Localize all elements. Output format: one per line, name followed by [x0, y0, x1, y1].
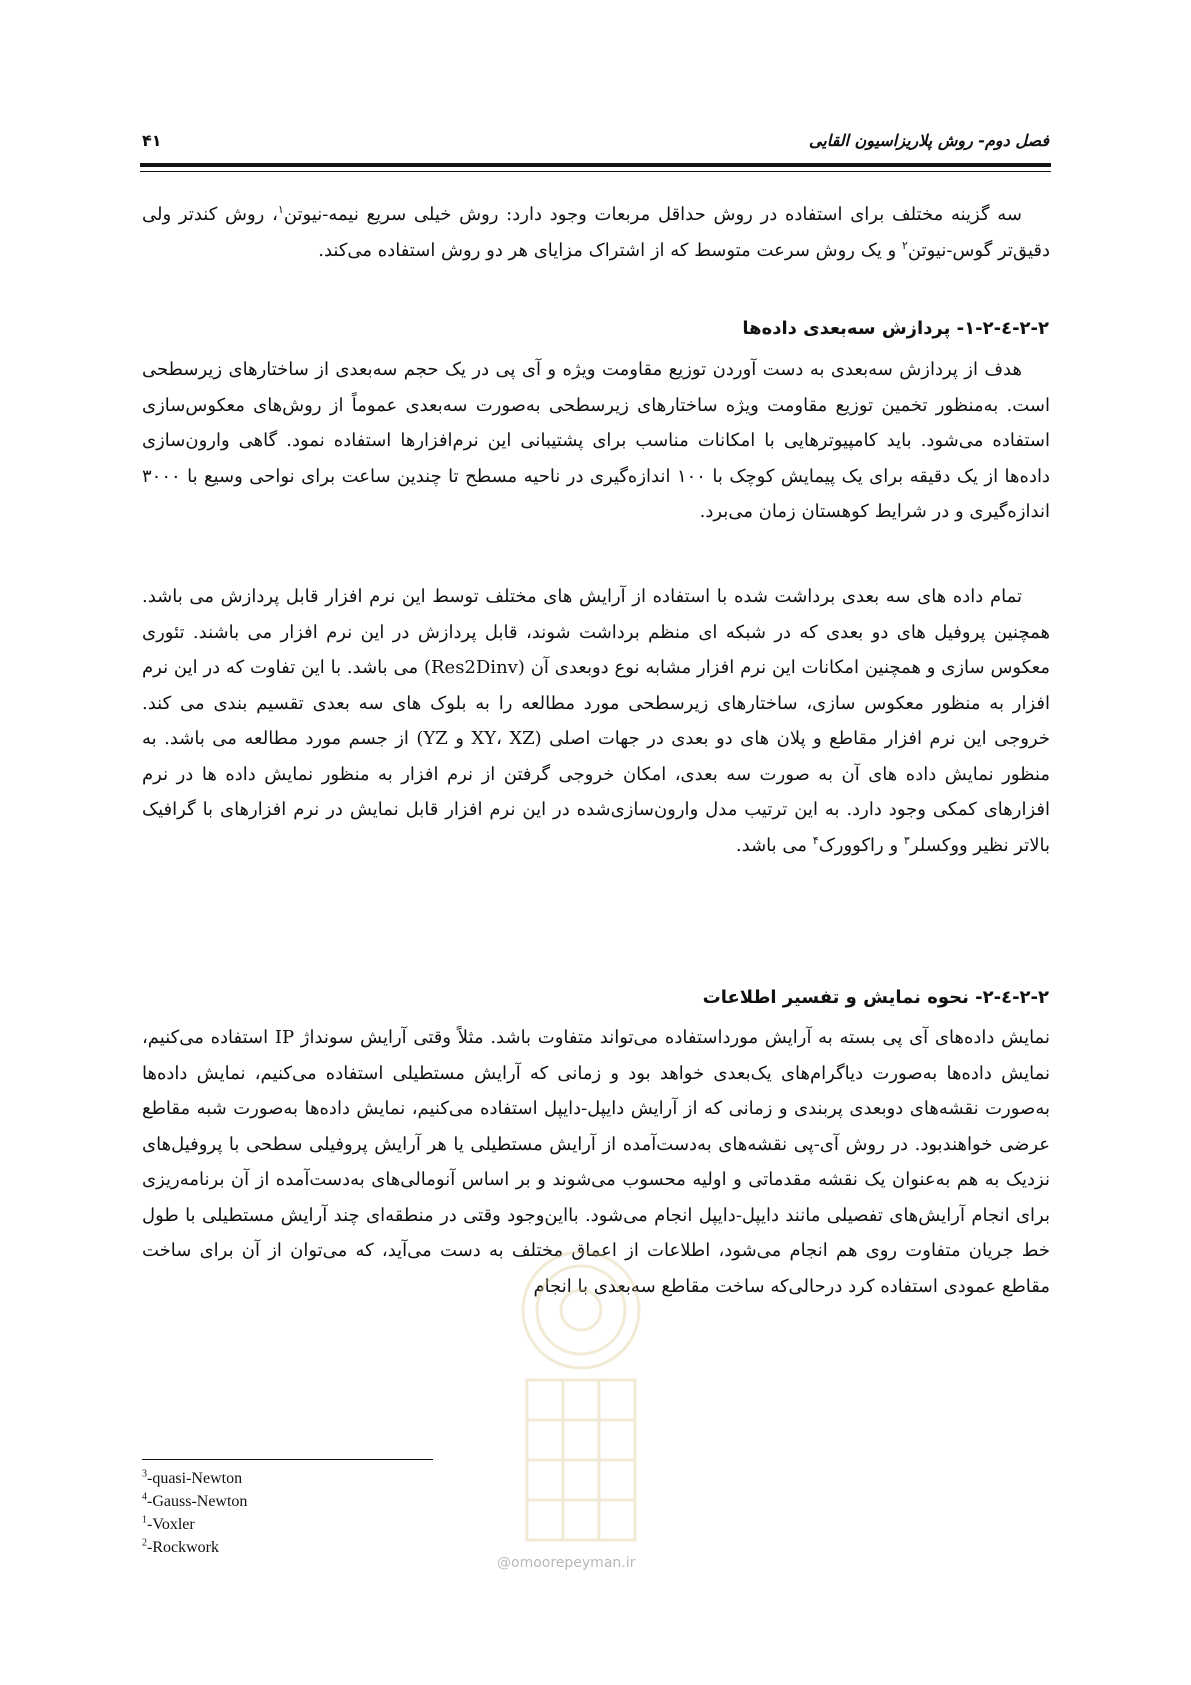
- intro-text-3: و یک روش سرعت متوسط که از اشتراک مزایای هر دو روش استفاده می‌کند.: [318, 239, 902, 261]
- running-header-title: فصل دوم- روش پلاریزاسیون القایی: [808, 131, 1049, 150]
- header-rule-thick: [140, 163, 1051, 167]
- section1-paragraph2-text-a: تمام داده های سه بعدی برداشت شده با استفاده از آرایش های مختلف توسط این نرم افزار قابل پردازش می باشد. همچنین پروفیل های دو بعدی که در شبکه ای منظم برداشت شوند، قابل پردازش در این نرم افزار می باشند. تئوری معکوس سازی و همچنین امکانات این نرم افزار مشابه نوع دوبعدی آن (Res2Dinv) می باشد. با این تفاوت که در این نرم افزار به منظور معکوس سازی، ساختارهای زیرسطحی مورد مطالعه را به بلوک های سه بعدی تقسیم بندی می کند. خروجی این نرم افزار مقاطع و پلان های دو بعدی در جهات اصلی (XY، XZ و YZ) از جسم مورد مطالعه می باشد. به منظور نمایش داده های آن به صورت سه بعدی، امکان خروجی گرفتن از نرم افزار به منظور نمایش داده ها در نرم افزارهای کمکی وجود دارد. به این ترتیب مدل وارون‌سازی‌شده در این نرم افزار قابل نمایش در نرم افزارهای با گرافیک بالاتر نظیر ووکسلر: [142, 586, 1050, 856]
- section2-paragraph-text: نمایش داده‌های آی پی بسته به آرایش مورداستفاده می‌تواند متفاوت باشد. مثلاً وقتی آرایش سونداژ IP استفاده می‌کنیم، نمایش داده‌ها به‌صورت دیاگرام‌های یک‌بعدی خواهد بود و زمانی که آرایش مستطیلی استفاده می‌کنیم، نمایش داده‌ها به‌صورت نقشه‌های دوبعدی پربندی و زمانی که از آرایش دایپل-دایپل استفاده می‌کنیم، نمایش داده‌ها به‌صورت شبه مقاطع عرضی خواهندبود. در روش آی-پی نقشه‌های به‌دست‌آمده از آرایش مستطیلی یا هر آرایش پروفیلی سطحی با پروفیل‌های نزدیک به هم به‌عنوان یک نقشه مقدماتی و اولیه محسوب می‌شوند و بر اساس آنومالی‌های به‌دست‌آمده از آن برنامه‌ریزی برای انجام آرایش‌های تفصیلی مانند دایپل-دایپل انجام می‌شود. بااین‌وجود وقتی در منطقه‌ای چند آرایش مستطیلی با طول خط جریان متفاوت روی هم انجام می‌شود، اطلاعات از اعماق مختلف به دست می‌آید، که می‌توان از آن برای ساخت مقاطع عمودی استفاده کرد درحالی‌که ساخت مقاطع سه‌بعدی با انجام: [142, 1027, 1050, 1297]
- intro-paragraph: [142, 197, 1050, 268]
- footnotes: [142, 1467, 247, 1559]
- header-rule-thin: [140, 171, 1051, 172]
- intro-text-1: سه گزینه مختلف برای استفاده در روش حداقل مربعات وجود دارد: روش خیلی سریع نیمه-نیوتن: [283, 204, 1023, 225]
- footnote-ref-3: ۳: [903, 833, 910, 847]
- footnote-item: $^3$-quasi-Newton: [142, 1468, 243, 1487]
- section1-paragraph2: [142, 579, 1050, 863]
- footnote-ref-2: ۲: [901, 238, 908, 252]
- footnote-ref-4: ۴: [812, 833, 819, 847]
- footnote-ref-1: ۱: [277, 203, 284, 216]
- section-heading-display-interpretation: ۲-۲-٤-۲- نحوه نمایش و تفسیر اطلاعات: [702, 987, 1049, 1008]
- intro-text-2: ، روش کندتر ولی دقیق‌تر گوس-نیوتن: [142, 204, 1050, 261]
- section1-paragraph2-text-c: می باشد.: [735, 834, 813, 856]
- footnote-separator: [142, 1459, 433, 1460]
- section1-paragraph1-text: هدف از پردازش سه‌بعدی به دست آوردن توزیع مقاومت ویژه و آی پی در یک حجم سه‌بعدی از ساختارهای زیرسطحی است. به‌منظور تخمین توزیع مقاومت ویژه ساختارهای زیرسطحی به‌صورت سه‌بعدی عموماً از روش‌های معکوس‌سازی استفاده می‌شود. باید کامپیوترهایی با امکانات مناسب برای پشتیبانی این نرم‌افزارها استفاده نمود. گاهی وارون‌سازی داده‌ها از یک دقیقه برای یک پیمایش کوچک با ۱۰۰ اندازه‌گیری در ناحیه مسطح تا چندین ساعت برای نواحی وسیع با ۳۰۰۰ اندازه‌گیری و در شرایط کوهستان زمان می‌برد.: [142, 359, 1050, 522]
- section-heading-3d-processing: ۲-۲-٤-۱-۲- پردازش سه‌بعدی داده‌ها: [742, 318, 1049, 339]
- footnote-item: $^2$-Rockwork: [142, 1537, 219, 1556]
- watermark-seal-icon: [487, 1240, 675, 1570]
- section1-paragraph1: [142, 352, 1050, 530]
- footnote-item: $^1$-Voxler: [142, 1514, 195, 1533]
- section1-paragraph2-text-b: و راکوورک: [818, 834, 904, 856]
- footnote-item: $^4$-Gauss-Newton: [142, 1491, 248, 1510]
- watermark-site-text: @omoorepeyman.ir: [497, 1555, 636, 1571]
- page-number: ۴۱: [142, 131, 162, 150]
